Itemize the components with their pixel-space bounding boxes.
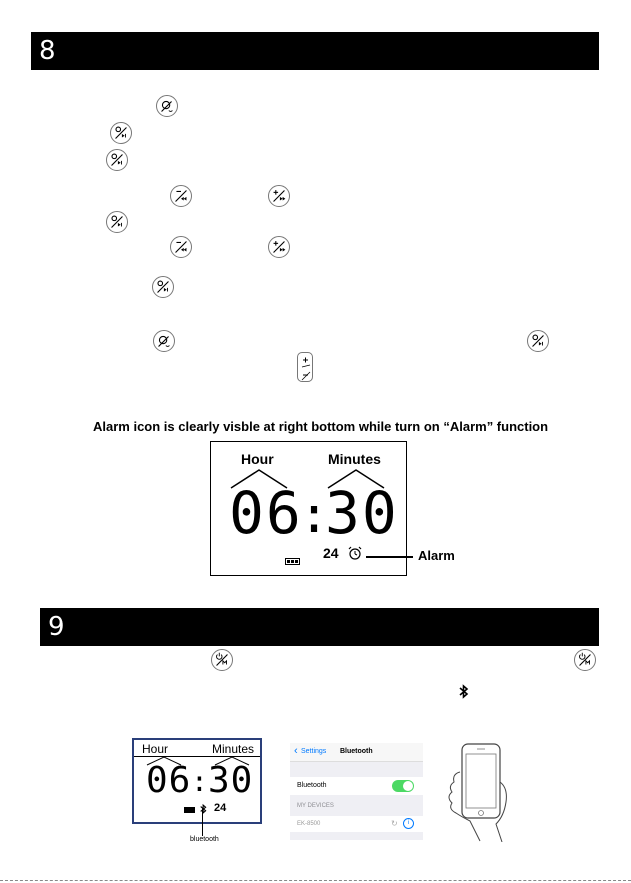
hand-holding-phone-illustration	[440, 742, 532, 842]
hour-label: Hour	[241, 451, 274, 467]
time-hour: 06	[146, 760, 192, 801]
alarm-button-icon	[153, 330, 175, 352]
alarm-caption: Alarm icon is clearly visble at right bottom while turn on “Alarm” function	[93, 419, 549, 434]
play-pause-button-icon	[106, 149, 128, 171]
bluetooth-row	[290, 777, 423, 795]
bluetooth-row-label: Bluetooth	[297, 782, 327, 789]
my-devices-header: MY DEVICES	[297, 803, 334, 809]
section-8-header	[31, 32, 599, 70]
play-pause-button-icon	[527, 330, 549, 352]
alarm-label: Alarm	[418, 548, 455, 563]
alarm-clock-icon	[348, 546, 362, 560]
phone-bluetooth-settings	[290, 743, 423, 840]
section-8-number: 8	[39, 36, 56, 66]
device-name: EK-8500	[297, 821, 321, 827]
minutes-label: Minutes	[212, 742, 255, 756]
lcd-display-bluetooth	[132, 738, 262, 824]
next-plus-button-icon	[268, 185, 290, 207]
ios-nav-bar	[290, 743, 423, 762]
time-minute: 30	[208, 760, 254, 801]
alarm-button-icon	[156, 95, 178, 117]
time-colon: :	[299, 486, 330, 544]
next-plus-button-icon	[268, 236, 290, 258]
page-bottom-divider	[0, 880, 631, 881]
power-mode-button-icon	[574, 649, 596, 671]
back-button[interactable]: Settings	[301, 748, 327, 755]
bluetooth-toggle[interactable]	[392, 780, 414, 792]
time-hour: 06	[229, 479, 303, 547]
play-pause-button-icon	[110, 122, 132, 144]
nav-title: Bluetooth	[340, 748, 373, 755]
play-pause-button-icon	[152, 276, 174, 298]
time-minute: 30	[325, 479, 399, 547]
bluetooth-caption: bluetooth	[190, 836, 219, 843]
bluetooth-icon	[459, 684, 469, 699]
section-9-number: 9	[48, 612, 65, 642]
time-colon: :	[191, 765, 208, 798]
battery-icon	[285, 558, 300, 565]
power-mode-button-icon	[211, 649, 233, 671]
hour-label: Hour	[142, 742, 169, 756]
device-row[interactable]	[290, 816, 423, 832]
battery-icon	[184, 807, 195, 813]
play-pause-button-icon	[106, 211, 128, 233]
minutes-label: Minutes	[328, 451, 381, 467]
mode-24h-indicator: 24	[214, 802, 227, 814]
loading-spinner-icon: ↻	[391, 819, 398, 828]
volume-rocker-icon	[297, 352, 313, 382]
alarm-pointer-line	[366, 556, 413, 558]
back-chevron-icon[interactable]: ‹	[294, 745, 298, 757]
prev-minus-button-icon	[170, 185, 192, 207]
info-icon[interactable]: i	[403, 818, 414, 829]
mode-24h-indicator: 24	[323, 545, 339, 561]
section-9-header	[40, 608, 599, 646]
bluetooth-pointer-line	[202, 808, 203, 836]
prev-minus-button-icon	[170, 236, 192, 258]
